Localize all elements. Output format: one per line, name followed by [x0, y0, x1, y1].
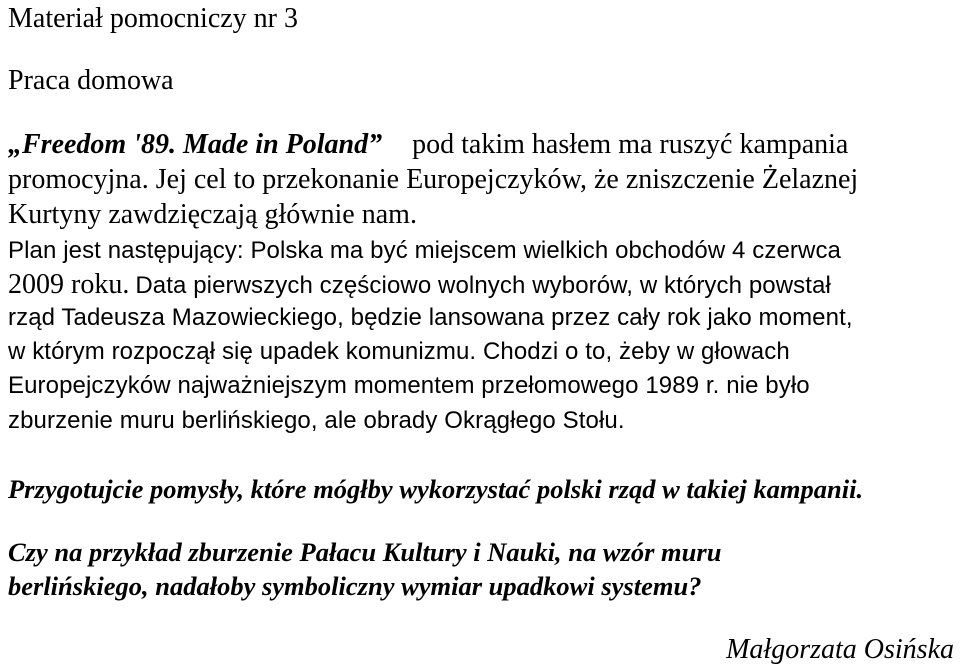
- task-prepare: Przygotujcie pomysły, które mógłby wykorzystać polski rząd w takiej kampanii.: [8, 474, 864, 504]
- task-question-line-1: Czy na przykład zburzenie Pałacu Kultury i Nauki, na wzór muru: [8, 537, 722, 567]
- plan-line-2-rest: Data pierwszych częściowo wolnych wyborów, w których powstał: [135, 272, 831, 299]
- plan-line-1: Plan jest następujący: Polska ma być miejscem wielkich obchodów 4 czerwca: [8, 237, 841, 264]
- intro-line-2: promocyjna. Jej cel to przekonanie Europejczyków, że zniszczenie Żelaznej: [8, 164, 859, 195]
- homework-label: Praca domowa: [8, 65, 174, 96]
- material-label: Materiał pomocniczy nr 3: [8, 3, 299, 34]
- plan-line-3: rząd Tadeusza Mazowieckiego, będzie lansowana przez cały rok jako moment,: [8, 304, 853, 331]
- plan-line-5: Europejczyków najważniejszym momentem przełomowego 1989 r. nie było: [8, 372, 810, 399]
- campaign-slogan: „Freedom '89. Made in Poland”: [8, 129, 383, 160]
- intro-line-3: Kurtyny zawdzięczają głównie nam.: [8, 199, 417, 230]
- intro-line-1-rest: pod takim hasłem ma ruszyć kampania: [412, 129, 849, 160]
- task-question-line-2: berlińskiego, nadałoby symboliczny wymiar upadkowi systemu?: [8, 571, 702, 601]
- intro-line-1: [8, 128, 848, 162]
- plan-line-2: [8, 268, 831, 302]
- author-signature: Małgorzata Osińska: [726, 634, 954, 665]
- plan-line-2-year: 2009 roku.: [8, 269, 130, 300]
- plan-line-4: w którym rozpoczął się upadek komunizmu. Chodzi o to, żeby w głowach: [8, 338, 790, 365]
- plan-line-6: zburzenie muru berlińskiego, ale obrady Okrągłego Stołu.: [8, 407, 625, 434]
